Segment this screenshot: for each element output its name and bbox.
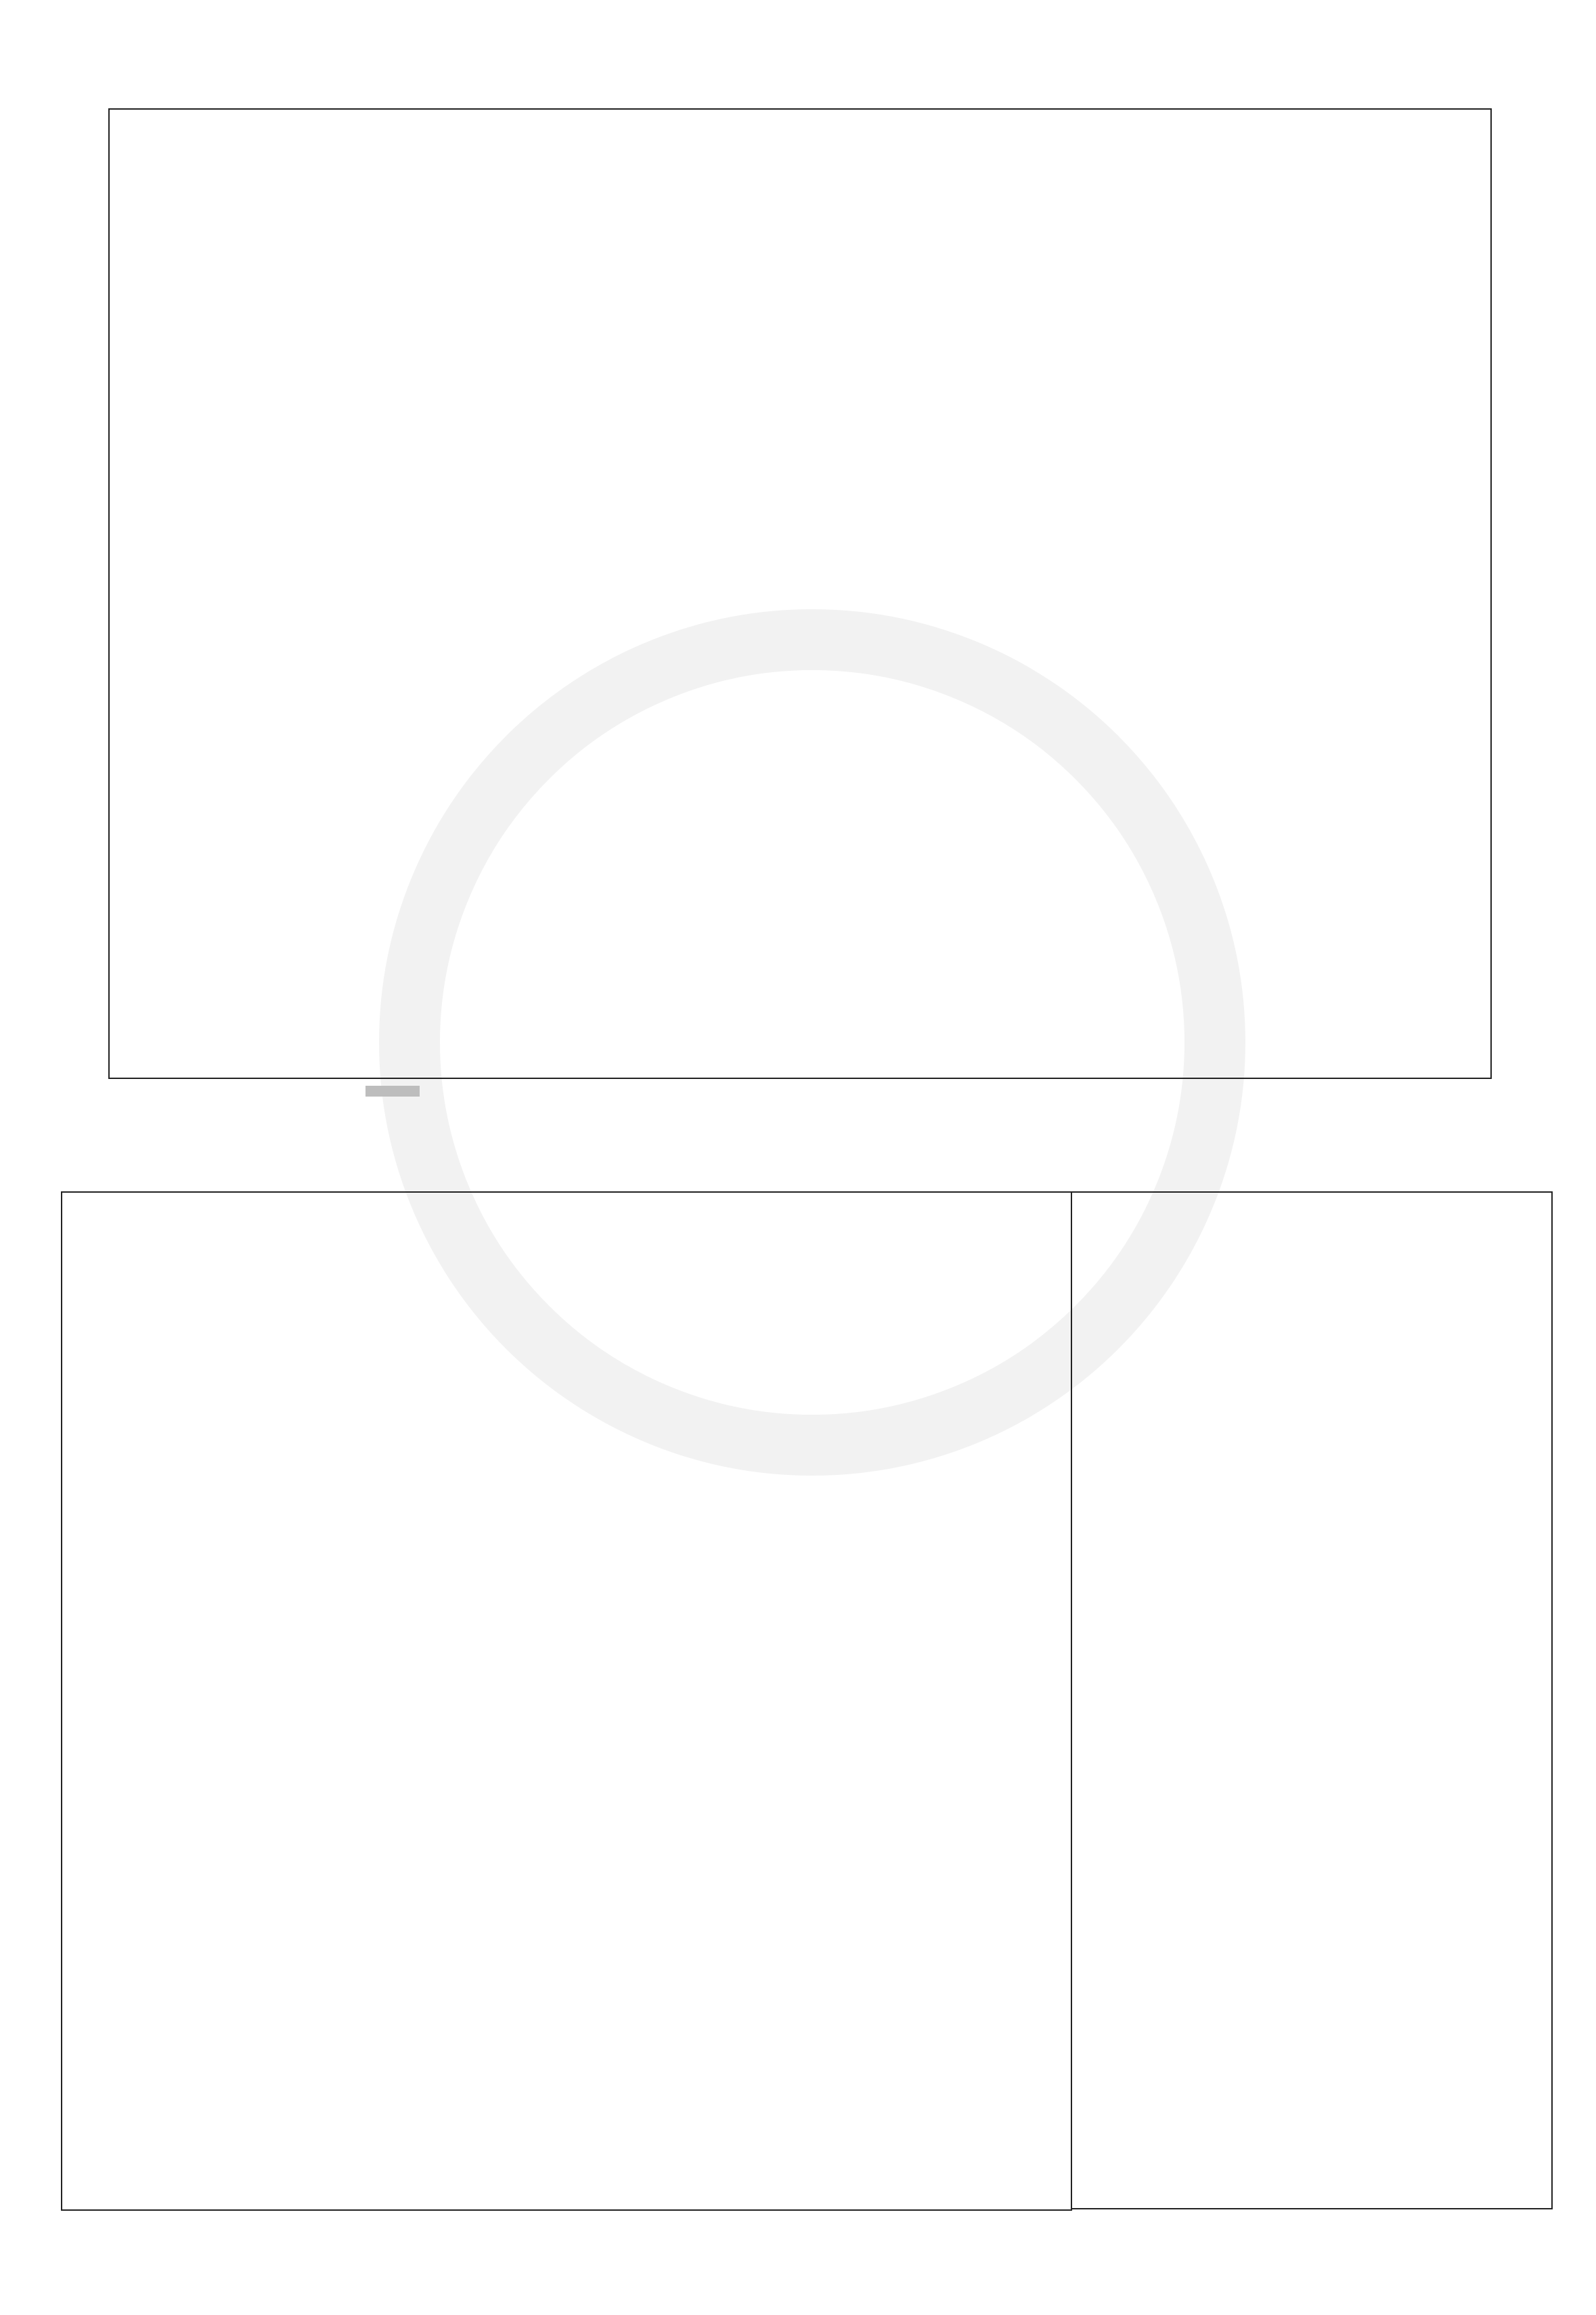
- depots-table-area: [108, 108, 1492, 1079]
- summary-area: [1071, 1191, 1553, 2209]
- bwl-legend-swatch: [365, 1086, 420, 1097]
- carriers-area: [61, 1191, 1072, 2211]
